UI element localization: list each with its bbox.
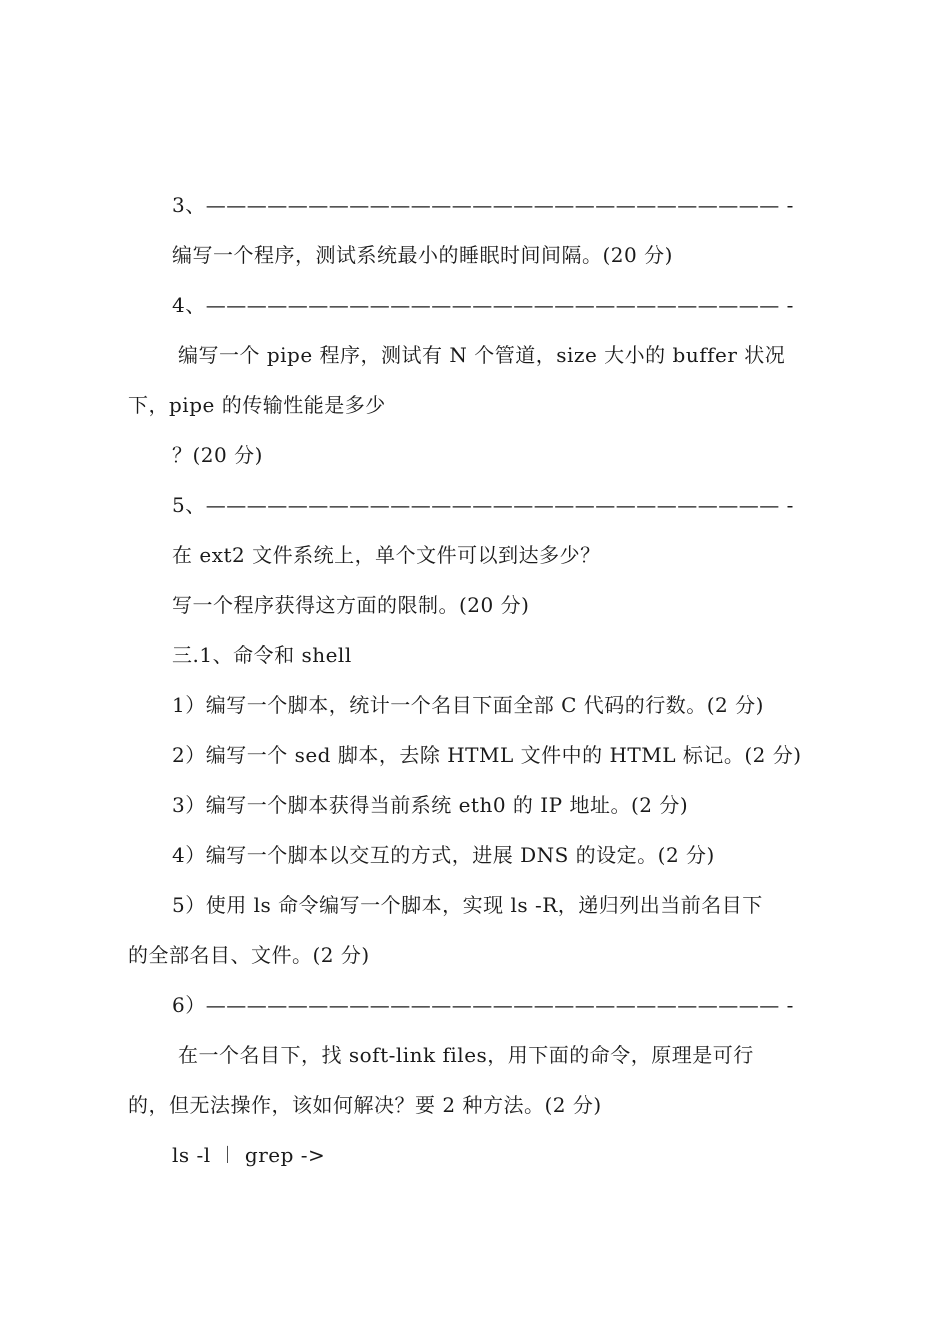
item-5-line-2: 的全部名目、文件。(2 分) [128, 943, 370, 967]
item-4: 4）编写一个脚本以交互的方式，进展 DNS 的设定。(2 分) [172, 843, 715, 867]
item-6-heading: 6）———————————————————————————— - [172, 993, 794, 1017]
question-5-heading: 5、———————————————————————————— - [172, 493, 794, 517]
question-3-text: 编写一个程序，测试系统最小的睡眠时间间隔。(20 分) [172, 243, 673, 267]
question-4-text-line-2: 下，pipe 的传输性能是多少 [128, 393, 386, 417]
question-4-score: ？(20 分) [172, 443, 263, 467]
question-4-heading: 4、———————————————————————————— - [172, 293, 794, 317]
command-line: ls -l ︱ grep -> [172, 1143, 326, 1167]
item-6-text-line-1: 在一个名目下，找 soft-link files，用下面的命令，原理是可行 [178, 1043, 754, 1067]
question-5-text-line-1: 在 ext2 文件系统上，单个文件可以到达多少？ [172, 543, 601, 567]
question-3-heading: 3、———————————————————————————— - [172, 193, 794, 217]
section-3-1-heading: 三.1、命令和 shell [172, 643, 352, 667]
question-5-text-line-2: 写一个程序获得这方面的限制。(20 分) [172, 593, 530, 617]
item-1: 1）编写一个脚本，统计一个名目下面全部 C 代码的行数。(2 分) [172, 693, 764, 717]
question-4-text-line-1: 编写一个 pipe 程序，测试有 N 个管道，size 大小的 buffer 状况 [178, 343, 786, 367]
item-5-line-1: 5）使用 ls 命令编写一个脚本，实现 ls -R，递归列出当前名目下 [172, 893, 763, 917]
item-2: 2）编写一个 sed 脚本，去除 HTML 文件中的 HTML 标记。(2 分) [172, 743, 802, 767]
item-3: 3）编写一个脚本获得当前系统 eth0 的 IP 地址。(2 分) [172, 793, 689, 817]
item-6-text-line-2: 的，但无法操作，该如何解决？要 2 种方法。(2 分) [128, 1093, 602, 1117]
